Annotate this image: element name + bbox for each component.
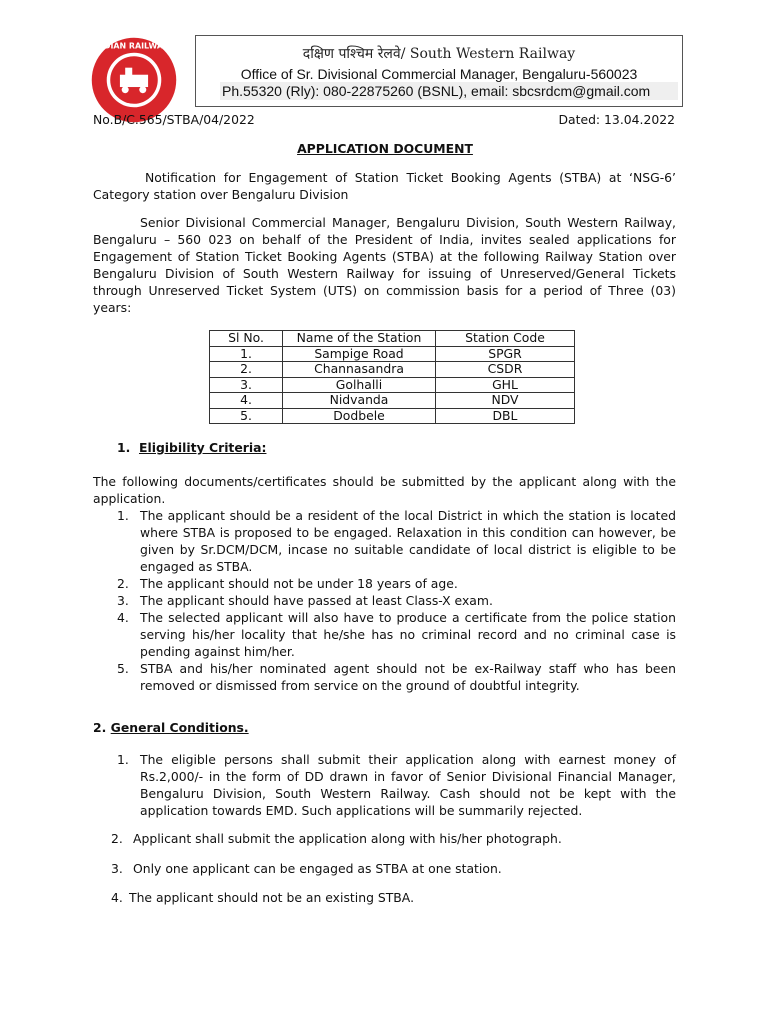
section1-title: Eligibility Criteria: <box>138 440 267 455</box>
table-cell: GHL <box>436 377 575 393</box>
section1-lead <box>93 473 676 507</box>
list-item <box>117 575 676 592</box>
table-cell: Nidvanda <box>283 393 436 409</box>
list-item-text: The applicant should not be under 18 years of age. <box>140 576 458 591</box>
table-cell: Golhalli <box>283 377 436 393</box>
list-item-number: 4. <box>111 890 123 905</box>
intro-paragraph: Senior Divisional Commercial Manager, Bengaluru Division, South Western Railway, Bengaluru – 560 023 on behalf of the President of India, invites sealed applications for Engagement of Station Ticket Booking Agents (STBA) at the following Railway Station over Bengaluru Division of South Western Railway for issuing of Unreserved/General Tickets through Unreserved Ticket System (UTS) on commission basis for a period of Three (03) years: <box>93 215 676 315</box>
indian-railways-emblem-icon <box>90 36 178 124</box>
stations-table <box>209 330 575 424</box>
section1-lead-text: The following documents/certificates should be submitted by the applicant along with the application. <box>93 474 676 506</box>
section2-title: General Conditions. <box>110 720 249 735</box>
list-item-text: The applicant should not be an existing STBA. <box>129 890 415 905</box>
list-item-number: 3. <box>117 593 129 608</box>
notification-paragraph: Notification for Engagement of Station Ticket Booking Agents (STBA) at ‘NSG-6’ Category station over Bengaluru Division <box>93 170 676 202</box>
table-cell: 1. <box>210 346 283 362</box>
list-item <box>117 507 676 575</box>
list-item-text: The selected applicant will also have to produce a certificate from the police station serving his/her locality that he/she has no criminal record and no criminal case is pending against him/her. <box>140 610 676 659</box>
table-cell: Channasandra <box>283 362 436 378</box>
table-row <box>210 408 575 424</box>
reference-number: No.B/C.565/STBA/04/2022 <box>93 112 255 127</box>
letterhead-office: Office of Sr. Divisional Commercial Manager, Bengaluru-560023 <box>240 66 638 82</box>
table-cell: SPGR <box>436 346 575 362</box>
section1-heading <box>117 440 266 455</box>
list-item-text: The applicant should be a resident of the local District in which the station is located where STBA is proposed to be engaged. Relaxation in this condition can however, be given by Sr.DCM/DCM, incase no suitable candidate of local district is eligible to be engaged as STBA. <box>140 508 676 574</box>
section2-heading <box>93 720 249 735</box>
table-cell: 5. <box>210 408 283 424</box>
list-item <box>117 609 676 660</box>
list-item-text: The eligible persons shall submit their application along with earnest money of Rs.2,000/- in the form of DD drawn in favor of Senior Divisional Financial Manager, Bengaluru Division, South Western Railway. Cash should not be kept with the application towards EMD. Such applications will be summarily rejected. <box>140 752 676 818</box>
table-header: Sl No. <box>210 331 283 347</box>
table-row <box>210 362 575 378</box>
letterhead-contact: Ph.55320 (Rly): 080-22875260 (BSNL), email: sbcsrdcm@gmail.com <box>220 82 678 100</box>
section1-number: 1. <box>117 440 131 455</box>
list-item-text: Applicant shall submit the application along with his/her photograph. <box>133 831 562 846</box>
table-cell: Dodbele <box>283 408 436 424</box>
table-cell: DBL <box>436 408 575 424</box>
table-row <box>210 377 575 393</box>
letterhead-railway-name: दक्षिण पश्चिम रेलवे/ South Western Railway <box>302 46 576 62</box>
list-item-text: Only one applicant can be engaged as STBA at one station. <box>133 861 502 876</box>
table-header: Name of the Station <box>283 331 436 347</box>
table-cell: 3. <box>210 377 283 393</box>
list-item <box>111 860 676 877</box>
list-item-number: 2. <box>117 576 129 591</box>
list-item <box>117 660 676 694</box>
list-item <box>117 592 676 609</box>
document-date: Dated: 13.04.2022 <box>558 112 675 127</box>
table-cell: Sampige Road <box>283 346 436 362</box>
list-item-number: 1. <box>117 508 129 523</box>
section2-number: 2. <box>93 720 107 735</box>
table-cell: 4. <box>210 393 283 409</box>
list-item <box>111 889 676 906</box>
table-cell: 2. <box>210 362 283 378</box>
list-item-number: 2. <box>111 831 123 846</box>
table-header: Station Code <box>436 331 575 347</box>
table-row <box>210 346 575 362</box>
list-item-number: 5. <box>117 661 129 676</box>
table-cell: CSDR <box>436 362 575 378</box>
letterhead <box>195 35 683 107</box>
document-title: APPLICATION DOCUMENT <box>297 141 473 156</box>
list-item <box>111 830 676 847</box>
table-cell: NDV <box>436 393 575 409</box>
list-item <box>117 751 676 819</box>
table-header-row <box>210 331 575 347</box>
list-item-text: The applicant should have passed at least Class-X exam. <box>140 593 493 608</box>
list-item-text: STBA and his/her nominated agent should not be ex-Railway staff who has been removed or dismissed from service on the ground of doubtful integrity. <box>140 661 676 693</box>
list-item-number: 1. <box>117 752 129 767</box>
list-item-number: 3. <box>111 861 123 876</box>
table-row <box>210 393 575 409</box>
list-item-number: 4. <box>117 610 129 625</box>
logo-text: INDIAN RAILWAYS <box>94 41 174 51</box>
